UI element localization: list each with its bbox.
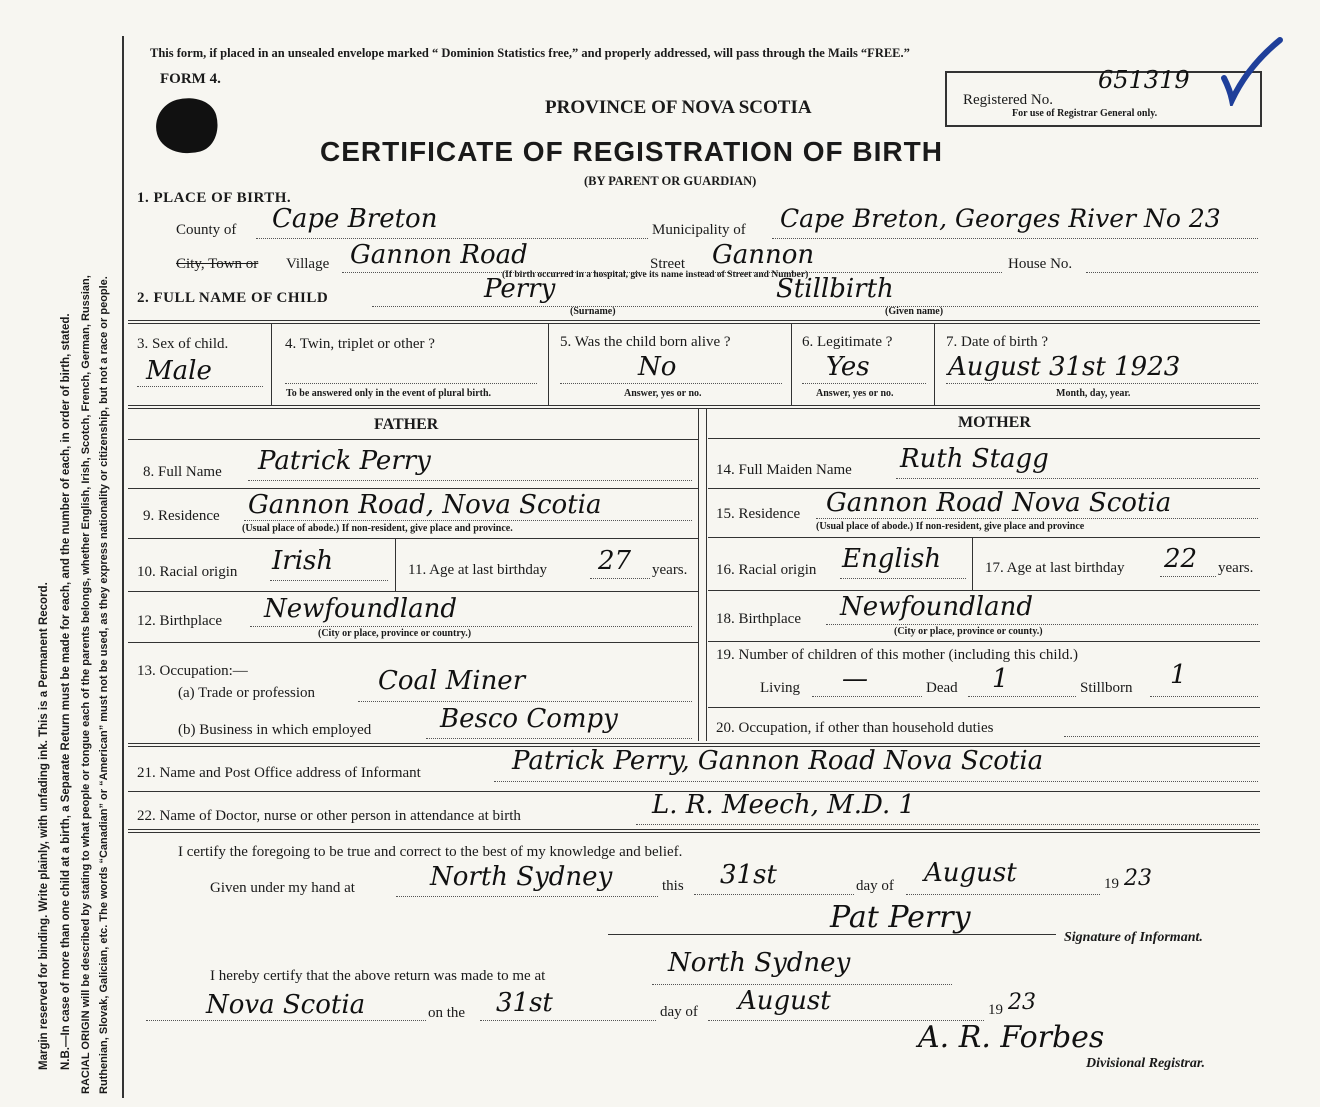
registrar-signature: A. R. Forbes	[918, 1020, 1105, 1055]
legit-label: 6. Legitimate ?	[802, 334, 893, 350]
alive-label: 5. Was the child born alive ?	[560, 334, 731, 350]
mother-birthplace: Newfoundland	[840, 592, 1034, 622]
form-number: FORM 4.	[160, 71, 221, 87]
father-residence: Gannon Road, Nova Scotia	[248, 490, 602, 520]
informant-signature-caption: Signature of Informant.	[1064, 930, 1203, 945]
father-name-label: 8. Full Name	[143, 464, 222, 480]
trade-label: (a) Trade or profession	[178, 685, 316, 701]
registrar-day-of-label: day of	[660, 1004, 698, 1020]
dob-value: August 31st 1923	[948, 352, 1181, 382]
mother-name: Ruth Stagg	[900, 444, 1049, 474]
father-birthplace: Newfoundland	[264, 594, 458, 624]
mother-age-label: 17. Age at last birthday	[985, 560, 1125, 576]
legit-note: Answer, yes or no.	[816, 388, 894, 399]
ink-blot	[150, 91, 224, 161]
registrar-year-prefix: 19	[988, 1002, 1003, 1018]
mother-age: 22	[1164, 544, 1198, 574]
registered-label: Registered No.	[963, 92, 1053, 108]
checkmark-icon	[1218, 36, 1288, 106]
sex-label: 3. Sex of child.	[137, 336, 229, 352]
mother-race: English	[842, 544, 942, 574]
legit-value: Yes	[826, 352, 870, 382]
mother-residence-note: (Usual place of abode.) If non-resident, give place and province	[816, 521, 1085, 532]
business-label: (b) Business in which employed	[178, 722, 372, 738]
given-day: 31st	[720, 860, 777, 890]
municipality-label: Municipality of	[652, 222, 746, 238]
mother-birthplace-note: (City or place, province or county.)	[894, 626, 1043, 637]
village-value: Gannon Road	[350, 240, 528, 270]
mother-residence: Gannon Road Nova Scotia	[826, 488, 1172, 518]
given-place: North Sydney	[430, 862, 613, 892]
business-value: Besco Compy	[440, 704, 618, 734]
father-birthplace-label: 12. Birthplace	[137, 613, 222, 629]
child-given-name: Stillbirth	[776, 274, 894, 304]
given-month: August	[924, 858, 1017, 888]
margin-note-2: N.B.—In case of more than one child at a birth, a Separate Return must be made for each, and the number of each, in order of birth, stated.	[60, 313, 72, 1070]
margin-note-4: Ruthenian, Slovak, Galician, etc. The words “Canadian” or “American” must not be used, as they express nationality or citizenship, but not a race or people.	[98, 276, 110, 1094]
margin-rule	[122, 36, 124, 1098]
registrar-use-note: For use of Registrar General only.	[1012, 108, 1158, 119]
day-of-label: day of	[856, 878, 894, 894]
twin-label: 4. Twin, triplet or other ?	[285, 336, 435, 352]
street-label: Street	[650, 256, 685, 272]
children-label: 19. Number of children of this mother (including this child.)	[716, 647, 1079, 663]
father-race: Irish	[272, 546, 334, 576]
registrar-year: 23	[1008, 990, 1036, 1015]
county-label: County of	[176, 222, 237, 238]
margin-note-1: Margin reserved for binding. Write plainly, with unfading ink. This is a Permanent Record.	[38, 582, 50, 1070]
postal-notice: This form, if placed in an unsealed envelope marked “ Dominion Statistics free,” and properly addressed, will pass through the Mails “FREE.”	[150, 46, 910, 60]
dead-value: 1	[992, 664, 1009, 694]
street-value: Gannon	[712, 240, 815, 270]
child-name-label: 2. FULL NAME OF CHILD	[137, 290, 329, 306]
father-name: Patrick Perry	[258, 446, 431, 476]
father-age-label: 11. Age at last birthday	[408, 562, 547, 578]
this-label: this	[662, 878, 684, 894]
registrar-caption: Divisional Registrar.	[1086, 1056, 1206, 1071]
given-year: 23	[1124, 866, 1152, 891]
province-heading: PROVINCE OF NOVA SCOTIA	[545, 97, 812, 118]
doctor-label: 22. Name of Doctor, nurse or other person in attendance at birth	[137, 808, 521, 824]
on-the-label: on the	[428, 1005, 466, 1021]
mother-birthplace-label: 18. Birthplace	[716, 611, 801, 627]
surname-caption: (Surname)	[570, 306, 616, 317]
house-label: House No.	[1008, 256, 1073, 272]
municipality-value: Cape Breton, Georges River No 23	[780, 204, 1221, 233]
mother-heading: MOTHER	[958, 414, 1031, 431]
trade-value: Coal Miner	[378, 666, 526, 696]
place-heading: 1. PLACE OF BIRTH.	[137, 190, 292, 206]
registered-number: 651319	[1098, 66, 1190, 94]
living-value: —	[842, 664, 868, 694]
child-surname: Perry	[484, 274, 556, 304]
registrar-day: 31st	[496, 988, 553, 1018]
registrar-statement: I hereby certify that the above return was made to me at	[210, 968, 546, 984]
mother-residence-label: 15. Residence	[716, 506, 801, 522]
county-value: Cape Breton	[272, 204, 438, 234]
informant-label: 21. Name and Post Office address of Informant	[137, 765, 421, 781]
informant-value: Patrick Perry, Gannon Road Nova Scotia	[512, 746, 1044, 776]
village-label: Village	[286, 256, 330, 272]
dead-label: Dead	[926, 680, 958, 696]
father-heading: FATHER	[374, 416, 439, 433]
mother-name-label: 14. Full Maiden Name	[716, 462, 852, 478]
certificate-title: CERTIFICATE OF REGISTRATION OF BIRTH	[320, 136, 943, 167]
given-label: Given under my hand at	[210, 880, 355, 896]
father-race-label: 10. Racial origin	[137, 564, 238, 580]
dob-label: 7. Date of birth ?	[946, 334, 1049, 350]
registrar-place-2: Nova Scotia	[206, 990, 366, 1020]
certify-statement: I certify the foregoing to be true and correct to the best of my knowledge and belief.	[178, 844, 683, 860]
mother-race-label: 16. Racial origin	[716, 562, 817, 578]
father-birthplace-note: (City or place, province or country.)	[318, 628, 472, 639]
given-year-prefix: 19	[1104, 876, 1119, 892]
father-residence-note: (Usual place of abode.) If non-resident, give place and province.	[242, 523, 513, 534]
living-label: Living	[760, 680, 800, 696]
father-residence-label: 9. Residence	[143, 508, 220, 524]
stillborn-label: Stillborn	[1080, 680, 1133, 696]
mother-occupation-label: 20. Occupation, if other than household duties	[716, 720, 994, 736]
city-town-label: City, Town or	[176, 256, 259, 272]
dob-note: Month, day, year.	[1056, 388, 1131, 399]
father-years: years.	[652, 562, 688, 578]
given-caption: (Given name)	[885, 306, 944, 317]
father-occupation-label: 13. Occupation:—	[137, 663, 248, 679]
registrar-month: August	[738, 986, 831, 1016]
twin-note: To be answered only in the event of plural birth.	[286, 388, 492, 399]
stillborn-value: 1	[1170, 660, 1187, 690]
registrar-place-1: North Sydney	[668, 948, 851, 978]
margin-note-3: RACIAL ORIGIN will be described by stating to what people or tongue each of the parents belongs, whether English, Irish, Scotch, French, German, Russian,	[80, 275, 92, 1094]
sex-value: Male	[146, 356, 212, 386]
mother-years: years.	[1218, 560, 1254, 576]
alive-note: Answer, yes or no.	[624, 388, 702, 399]
father-age: 27	[598, 546, 632, 576]
informant-signature: Pat Perry	[830, 900, 971, 935]
hospital-note: (If birth occurred in a hospital, give its name instead of Street and Number)	[502, 270, 809, 280]
alive-value: No	[638, 352, 677, 382]
doctor-value: L. R. Meech, M.D. 1	[652, 790, 916, 820]
certificate-subtitle: (BY PARENT OR GUARDIAN)	[584, 174, 757, 188]
